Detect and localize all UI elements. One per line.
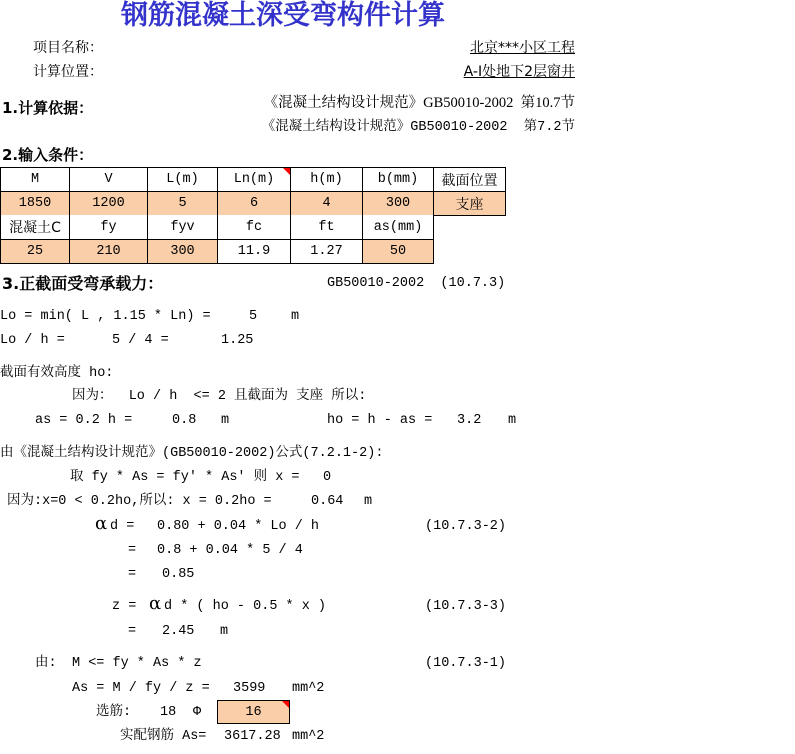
value-fc: 11.9 [218, 240, 291, 264]
z-alpha-symbol: α [149, 593, 162, 614]
ho-title: 截面有效高度 ho: [0, 366, 114, 381]
x-assumption: 取 fy * As = fy' * As' 则 x = [70, 470, 300, 485]
lo-expression: Lo = min( L , 1.15 * Ln) = [0, 309, 211, 324]
flexure-heading: 3.正截面受弯承载力： [2, 274, 164, 293]
as-actual-label: 实配钢筋 As= [120, 729, 207, 744]
input-fyv[interactable]: 300 [148, 240, 218, 264]
as-expression: as = 0.2 h = [35, 413, 133, 428]
z-expression: d * ( ho - 0.5 * x ) [164, 599, 327, 614]
page-title: 钢筋混凝土深受弯构件计算 [121, 0, 445, 31]
as-unit: m [221, 413, 230, 428]
header-b: b(mm) [363, 168, 434, 192]
x-unit: m [364, 494, 373, 509]
moment-equation-ref: (10.7.3-1) [425, 656, 507, 671]
input-Ln[interactable]: 6 [218, 192, 291, 216]
z-unit: m [220, 624, 229, 639]
header-concrete-grade: 混凝土C [1, 215, 70, 240]
lo-value: 5 [249, 309, 258, 324]
alpha-value: 0.85 [162, 567, 195, 582]
header-L: L(m) [148, 168, 218, 192]
formula-source: 由《混凝土结构设计规范》(GB50010-2002)公式(7.2.1-2): [0, 446, 384, 461]
basis-reference-1: 《混凝土结构设计规范》GB50010-2002 第10.7节 [263, 95, 575, 111]
as-required-unit: mm^2 [292, 681, 325, 696]
header-section-position: 截面位置 [434, 168, 506, 192]
header-V: V [70, 168, 148, 192]
lo-unit: m [291, 309, 300, 324]
location-value[interactable]: A-I处地下2层窗井 [463, 64, 575, 80]
input-concrete-grade[interactable]: 25 [1, 240, 70, 264]
ratio-value: 1.25 [221, 333, 254, 348]
input-table-top [0, 167, 506, 216]
as-actual-unit: mm^2 [292, 729, 325, 744]
alpha-substitution: 0.8 + 0.04 * 5 / 4 [157, 543, 303, 558]
basis-heading: 1.计算依据： [2, 99, 94, 117]
x-adjusted-value: 0.64 [311, 494, 344, 509]
input-fy[interactable]: 210 [70, 240, 148, 264]
rebar-count: 18 [160, 705, 177, 720]
header-fc: fc [218, 215, 291, 240]
input-h[interactable]: 4 [291, 192, 363, 216]
ratio-substitution: 5 / 4 = [112, 333, 169, 348]
inputs-heading: 2.输入条件： [2, 146, 94, 164]
input-L[interactable]: 5 [148, 192, 218, 216]
z-value: 2.45 [162, 624, 195, 639]
rebar-diameter-symbol: Φ [193, 705, 202, 720]
header-Ln[interactable]: Ln(m) [218, 168, 291, 192]
header-h: h(m) [291, 168, 363, 192]
header-as: as(mm) [363, 215, 434, 240]
project-name-label: 项目名称： [33, 40, 103, 56]
header-M: M [1, 168, 70, 192]
z-equation-ref: (10.7.3-3) [425, 599, 507, 614]
as-actual-value: 3617.28 [224, 729, 281, 744]
flexure-code-ref: GB50010-2002 (10.7.3) [327, 276, 506, 291]
z-lhs: z = [112, 599, 137, 614]
ho-value: 3.2 [457, 413, 482, 428]
ho-unit: m [508, 413, 517, 428]
alpha-sub-equals: = [128, 543, 137, 558]
input-as[interactable]: 50 [363, 240, 434, 264]
ratio-expression: Lo / h = [0, 333, 65, 348]
x-value: 0 [323, 470, 332, 485]
rebar-label: 选筋: [96, 705, 132, 720]
header-fy: fy [70, 215, 148, 240]
alpha-lhs: d = [110, 519, 135, 534]
as-value: 0.8 [172, 413, 197, 428]
moment-condition: M <= fy * As * z [72, 656, 202, 671]
location-label: 计算位置： [33, 64, 103, 80]
input-b[interactable]: 300 [363, 192, 434, 216]
input-M[interactable]: 1850 [1, 192, 70, 216]
from-label: 由: [35, 656, 57, 671]
project-name-value[interactable]: 北京***小区工程 [470, 40, 575, 56]
header-fyv: fyv [148, 215, 218, 240]
rebar-diameter-input[interactable]: 16 [217, 700, 290, 724]
input-section-position[interactable]: 支座 [434, 192, 506, 216]
alpha-expression: 0.80 + 0.04 * Lo / h [157, 519, 320, 534]
basis-reference-2: 《混凝土结构设计规范》GB50010-2002 第7.2节 [261, 120, 575, 135]
header-ft: ft [291, 215, 363, 240]
alpha-result-equals: = [128, 567, 137, 582]
value-ft: 1.27 [291, 240, 363, 264]
z-result-equals: = [128, 624, 137, 639]
x-condition: 因为:x=0 < 0.2ho,所以: x = 0.2ho = [7, 494, 272, 509]
alpha-symbol: α [95, 513, 108, 534]
ho-expression: ho = h - as = [327, 413, 433, 428]
as-required-value: 3599 [233, 681, 266, 696]
input-table-bottom [0, 215, 434, 264]
ho-condition: 因为： Lo / h <= 2 且截面为 支座 所以: [72, 389, 367, 404]
as-required-expression: As = M / fy / z = [72, 681, 210, 696]
input-V[interactable]: 1200 [70, 192, 148, 216]
alpha-equation-ref: (10.7.3-2) [425, 519, 507, 534]
